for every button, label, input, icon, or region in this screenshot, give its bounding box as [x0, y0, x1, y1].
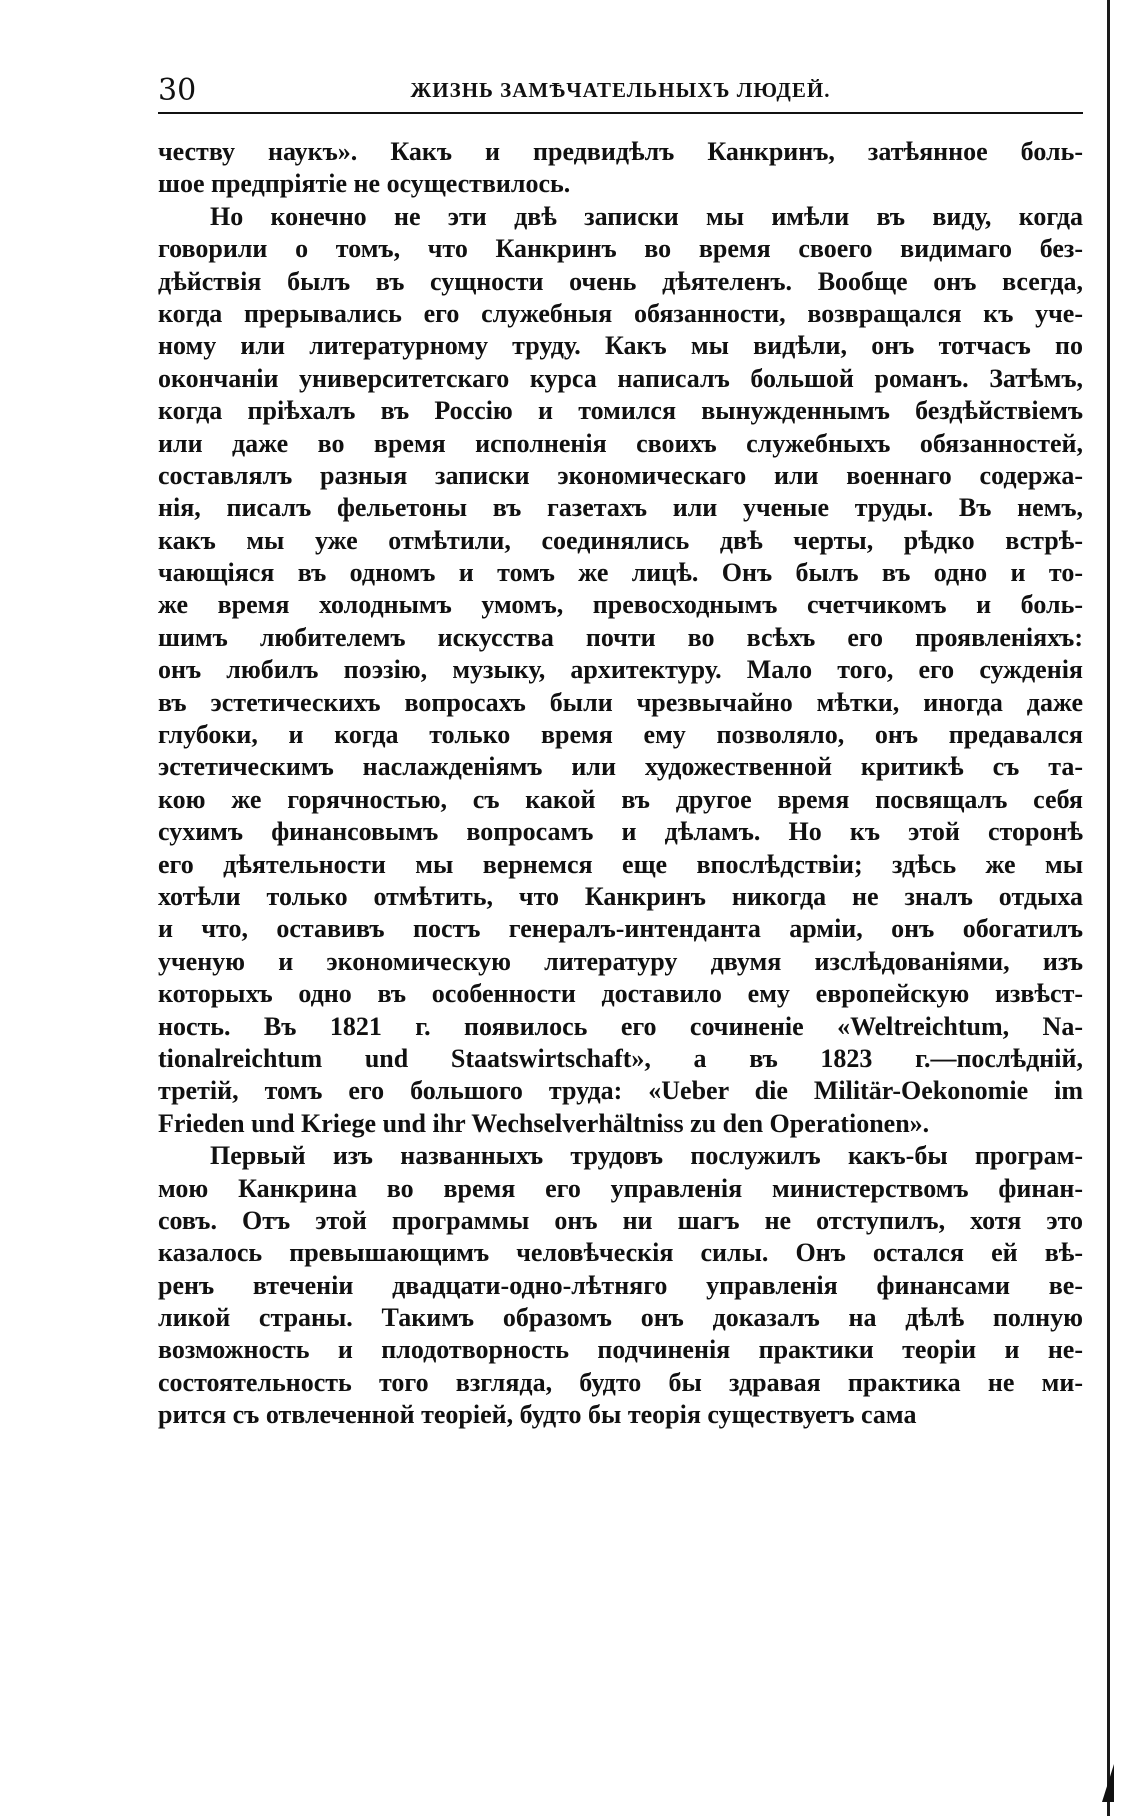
text-line: чающіяся въ одномъ и томъ же лицѣ. Онъ былъ въ одно и то-: [158, 558, 1083, 588]
text-line: когда прерывались его служебныя обязанности, возвращался къ уче-: [158, 298, 1083, 328]
book-page: [158, 72, 1083, 1432]
text-line: Frieden und Kriege und ihr Wechselverhältniss zu den Operationen».: [158, 1108, 930, 1138]
paragraph: [158, 1140, 1083, 1432]
text-line: же время холоднымъ умомъ, превосходнымъ счетчикомъ и боль-: [158, 590, 1083, 620]
text-line: состоятельность того взгляда, будто бы здравая практика не ми-: [158, 1367, 1083, 1397]
text-line: Первый изъ названныхъ трудовъ послужилъ какъ-бы програм-: [210, 1141, 1083, 1171]
text-line: или даже во время исполненія своихъ служебныхъ обязанностей,: [158, 428, 1083, 458]
text-line: нія, писалъ фельетоны въ газетахъ или ученые труды. Въ немъ,: [158, 493, 1083, 523]
text-line: ученую и экономическую литературу двумя изслѣдованіями, изъ: [158, 946, 1083, 976]
text-line: глубоки, и когда только время ему позволяло, онъ предавался: [158, 720, 1083, 750]
text-line: ность. Въ 1821 г. появилось его сочиненіе «Weltreichtum, Na-: [158, 1011, 1083, 1041]
text-line: сухимъ финансовымъ вопросамъ и дѣламъ. Но къ этой сторонѣ: [158, 817, 1083, 847]
text-line: хотѣли только отмѣтить, что Канкринъ никогда не зналъ отдыха: [158, 881, 1083, 911]
paragraph: [158, 201, 1083, 1140]
text-line: мою Канкрина во время его управленія министерствомъ финан-: [158, 1173, 1083, 1203]
running-title: ЖИЗНЬ ЗАМѢЧАТЕЛЬНЫХЪ ЛЮДЕЙ.: [410, 78, 831, 102]
text-line: которыхъ одно въ особенности доставило ему европейскую извѣст-: [158, 979, 1083, 1009]
running-head: [158, 72, 1083, 114]
text-line: онъ любилъ поэзію, музыку, архитектуру. Мало того, его сужденія: [158, 655, 1083, 685]
text-line: окончаніи университетскаго курса написалъ большой романъ. Затѣмъ,: [158, 363, 1083, 393]
body-text: [158, 136, 1083, 1432]
text-line: въ эстетическихъ вопросахъ были чрезвычайно мѣтки, иногда даже: [158, 687, 1083, 717]
text-line: говорили о томъ, что Канкринъ во время своего видимаго без-: [158, 234, 1083, 264]
text-line: когда пріѣхалъ въ Россію и томился вынужденнымъ бездѣйствіемъ: [158, 396, 1083, 426]
text-line: ренъ втеченіи двадцати-одно-лѣтняго управленія финансами ве-: [158, 1270, 1083, 1300]
text-line: эстетическимъ наслажденіямъ или художественной критикѣ съ та-: [158, 752, 1083, 782]
page-corner-mark: [1102, 1764, 1114, 1802]
text-line: третій, томъ его большого труда: «Ueber die Militär-Oekonomie im: [158, 1076, 1083, 1106]
text-line: шимъ любителемъ искусства почти во всѣхъ его проявленіяхъ:: [158, 622, 1083, 652]
text-line: совъ. Отъ этой программы онъ ни шагъ не отступилъ, хотя это: [158, 1205, 1083, 1235]
text-line: рится съ отвлеченной теоріей, будто бы теорія существуетъ сама: [158, 1400, 917, 1430]
text-line: и что, оставивъ постъ генералъ-интенданта арміи, онъ обогатилъ: [158, 914, 1083, 944]
text-line: составлялъ разныя записки экономическаго или военнаго содержа-: [158, 460, 1083, 490]
paragraph: [158, 136, 1083, 201]
text-line: tionalreichtum und Staatswirtschaft», а въ 1823 г.—послѣдній,: [158, 1043, 1083, 1073]
page-number: 30: [158, 73, 197, 108]
text-line: ному или литературному труду. Какъ мы видѣли, онъ тотчасъ по: [158, 331, 1083, 361]
text-line: какъ мы уже отмѣтили, соединялись двѣ черты, рѣдко встрѣ-: [158, 525, 1083, 555]
text-line: шое предпріятіе не осуществилось.: [158, 169, 571, 199]
text-line: его дѣятельности мы вернемся еще впослѣдствіи; здѣсь же мы: [158, 849, 1083, 879]
text-line: дѣйствія былъ въ сущности очень дѣятеленъ. Вообще онъ всегда,: [158, 266, 1083, 296]
text-line: честву наукъ». Какъ и предвидѣлъ Канкринъ, затѣянное боль-: [158, 137, 1083, 166]
text-line: возможность и плодотворность подчиненія практики теоріи и не-: [158, 1335, 1083, 1365]
text-line: ликой страны. Такимъ образомъ онъ доказалъ на дѣлѣ полную: [158, 1303, 1083, 1333]
text-line: казалось превышающимъ человѣческія силы. Онъ остался ей вѣ-: [158, 1238, 1083, 1268]
text-line: кою же горячностью, съ какой въ другое время посвящалъ себя: [158, 784, 1083, 814]
page-edge-line: [1107, 0, 1110, 1816]
text-line: Но конечно не эти двѣ записки мы имѣли въ виду, когда: [210, 201, 1083, 231]
